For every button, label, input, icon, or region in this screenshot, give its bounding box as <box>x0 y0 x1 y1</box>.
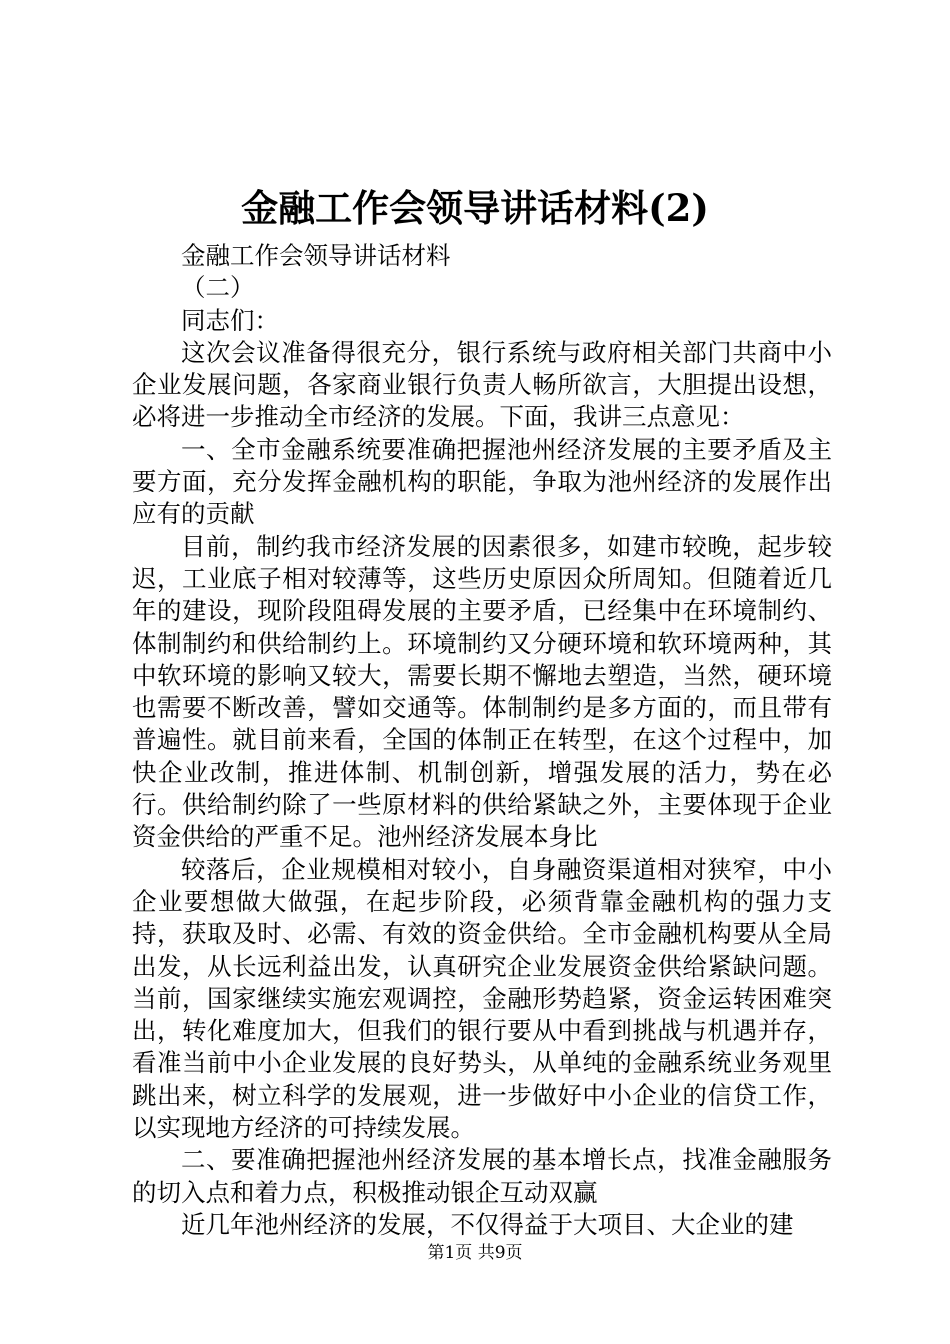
subtitle-paragraph: 金融工作会领导讲话材料 <box>181 241 451 270</box>
page-footer: 第1页 共9页 <box>427 1243 523 1263</box>
body-paragraph: 较落后，企业规模相对较小，自身融资渠道相对狭窄，中小企业要想做大做强，在起步阶段，必须背靠金融机构的强力支持，获取及时、必需、有效的资金供给。全市金融机构要从全局出发，从长远利益出发，认真研究企业发展资金供给紧缺问题。当前，国家继续实施宏观调控，金融形势趋紧，资金运转困难突出，转化难度加大，但我们的银行要从中看到挑战与机遇并存，看准当前中小企业发展的良好势头，从单纯的金融系统业务观里跳出来，树立科学的发展观，进一步做好中小企业的信贷工作，以实现地方经济的可持续发展。 <box>132 854 832 1143</box>
body-paragraph: 近几年池州经济的发展，不仅得益于大项目、大企业的建 <box>181 1209 794 1239</box>
document-body <box>132 240 832 1241</box>
subtitle-number-paragraph: （二） <box>181 273 255 303</box>
salutation-paragraph: 同志们： <box>181 305 279 335</box>
body-paragraph: 目前，制约我市经济发展的因素很多，如建市较晚，起步较迟，工业底子相对较薄等，这些历史原因众所周知。但随着近几年的建设，现阶段阻碍发展的主要矛盾，已经集中在环境制约、体制制约和供给制约上。环境制约又分硬环境和软环境两种，其中软环境的影响又较大，需要长期不懈地去塑造，当然，硬环境也需要不断改善，譬如交通等。体制制约是多方面的，而且带有普遍性。就目前来看，全国的体制正在转型，在这个过程中，加快企业改制，推进体制、机制创新，增强发展的活力，势在必行。供给制约除了一些原材料的供给紧缺之外，主要体现于企业资金供给的严重不足。池州经济发展本身比 <box>132 531 832 852</box>
document-title: 金融工作会领导讲话材料(2) <box>241 186 709 230</box>
body-paragraph: 这次会议准备得很充分，银行系统与政府相关部门共商中小企业发展问题，各家商业银行负责人畅所欲言，大胆提出设想，必将进一步推动全市经济的发展。下面，我讲三点意见： <box>132 337 832 432</box>
section-heading-paragraph: 一、全市金融系统要准确把握池州经济发展的主要矛盾及主要方面，充分发挥金融机构的职能，争取为池州经济的发展作出应有的贡献 <box>132 434 832 529</box>
section-heading-paragraph: 二、要准确把握池州经济发展的基本增长点，找准金融服务的切入点和着力点，积极推动银企互动双赢 <box>132 1145 832 1207</box>
